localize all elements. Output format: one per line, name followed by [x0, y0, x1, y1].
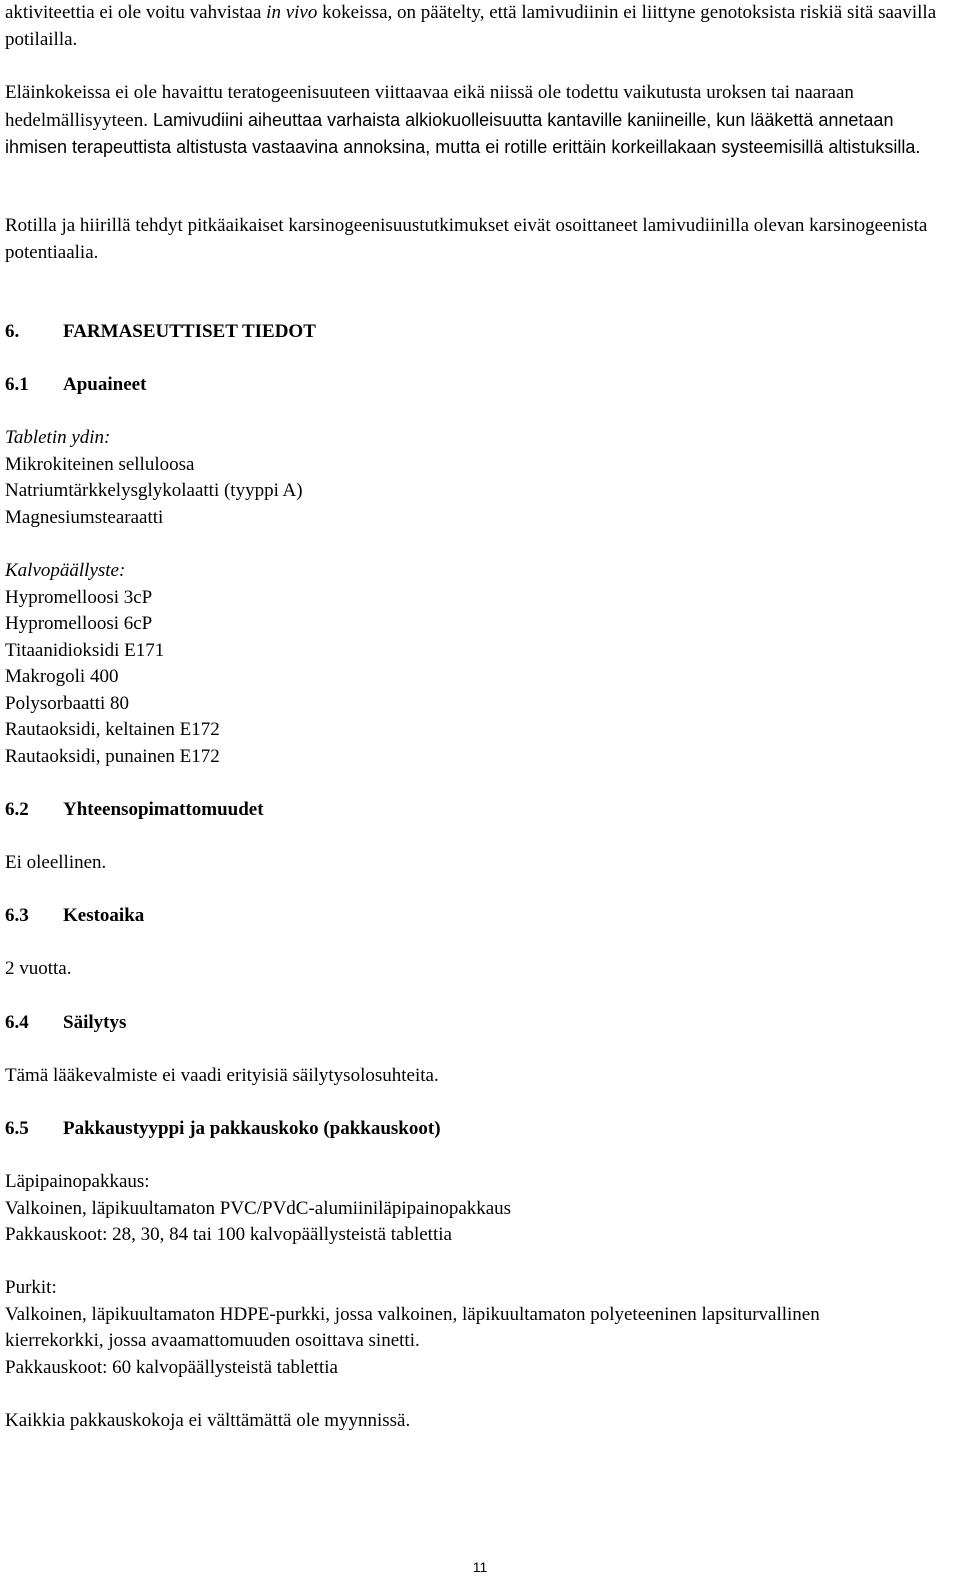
section-title: Apuaineet: [63, 374, 147, 395]
blister-pack-info: [5, 1169, 511, 1249]
text-span-sans: Lamivudiini aiheuttaa varhaista alkiokuolleisuutta kantaville kaniineille, kun lääkettä annetaan ihmisen terapeuttista altistusta vastaavina annoksina, mutta ei rotille erittäin korkeillakaan systeemisillä altistuksilla.: [5, 109, 921, 157]
text-line: Pakkauskoot: 28, 30, 84 tai 100 kalvopäällysteistä tablettia: [5, 1224, 452, 1245]
list-item: Rautaoksidi, punainen E172: [5, 745, 220, 767]
text-span: kokeissa, on päätelty, että lamivudiinin ei liittyne genotoksista riskiä sitä saavilla potilailla.: [5, 2, 937, 50]
paragraph-carcinogenicity: Rotilla ja hiirillä tehdyt pitkäaikaiset karsinogeenisuustutkimukset eivät osoittaneet lamivudiinilla olevan karsinogeenista potentiaalia.: [5, 215, 928, 263]
excipients-coating: [5, 558, 220, 770]
section-6-3-heading: [5, 903, 144, 930]
section-6-2-heading: [5, 797, 264, 824]
list-item: Hypromelloosi 6cP: [5, 613, 153, 634]
text-span: aktiviteettia ei ole voitu vahvistaa: [5, 2, 267, 23]
list-item: Makrogoli 400: [5, 666, 119, 687]
list-item: Rautaoksidi, keltainen E172: [5, 719, 220, 740]
section-title: FARMASEUTTISET TIEDOT: [63, 321, 316, 342]
list-item: Polysorbaatti 80: [5, 692, 130, 714]
section-title: Säilytys: [63, 1012, 127, 1033]
section-number: 6.3: [5, 905, 29, 926]
section-6-3-text: 2 vuotta.: [5, 958, 72, 979]
section-6-2-text: Ei oleellinen.: [5, 852, 107, 873]
text-line: Valkoinen, läpikuultamaton PVC/PVdC-alumiiniläpipainopakkaus: [5, 1197, 512, 1219]
section-title: Yhteensopimattomuudet: [63, 799, 264, 820]
section-title: Pakkaustyyppi ja pakkauskoko (pakkauskoot): [63, 1118, 441, 1139]
section-6-1-heading: [5, 372, 146, 399]
list-item: Titaanidioksidi E171: [5, 639, 165, 661]
list-item: Mikrokiteinen selluloosa: [5, 453, 195, 475]
section-number: 6.1: [5, 374, 29, 395]
section-number: 6.: [5, 321, 20, 342]
blister-label: Läpipainopakkaus:: [5, 1171, 150, 1192]
section-6-4-heading: [5, 1010, 126, 1037]
core-label: Tabletin ydin:: [5, 427, 111, 448]
list-item: Hypromelloosi 3cP: [5, 586, 153, 608]
section-6-5-heading: [5, 1116, 441, 1143]
text-line: Pakkauskoot: 60 kalvopäällysteistä tablettia: [5, 1356, 338, 1378]
section-title: Kestoaika: [63, 905, 145, 926]
section-number: 6.5: [5, 1118, 29, 1139]
section-number: 6.4: [5, 1012, 29, 1033]
coating-label: Kalvopäällyste:: [5, 560, 126, 581]
section-6-4-text: Tämä lääkevalmiste ei vaadi erityisiä säilytysolosuhteita.: [5, 1065, 439, 1086]
availability-note: Kaikkia pakkauskokoja ei välttämättä ole myynnissä.: [5, 1410, 411, 1431]
text-line: Valkoinen, läpikuultamaton HDPE-purkki, jossa valkoinen, läpikuultamaton polyeteeninen lapsiturvallinen kierrekorkki, jossa avaamattomuuden osoittava sinetti.: [5, 1303, 820, 1351]
list-item: Magnesiumstearaatti: [5, 506, 164, 528]
jar-pack-info: [5, 1275, 885, 1381]
section-6-heading: [5, 319, 316, 346]
italic-term: in vivo: [266, 2, 318, 23]
excipients-core: [5, 425, 303, 531]
paragraph-teratogenicity: [5, 80, 955, 162]
paragraph-genotoxicity: [5, 0, 950, 53]
jar-label: Purkit:: [5, 1277, 57, 1298]
text-span: Eläinkokeissa ei ole havaittu teratogeenisuuteen viittaavaa eikä niissä ole todettu vaikutusta uroksen tai naaraan hedelmällisyyteen.: [5, 82, 854, 131]
page-number: 11: [472, 1559, 488, 1575]
section-number: 6.2: [5, 799, 29, 820]
list-item: Natriumtärkkelysglykolaatti (tyyppi A): [5, 480, 303, 501]
